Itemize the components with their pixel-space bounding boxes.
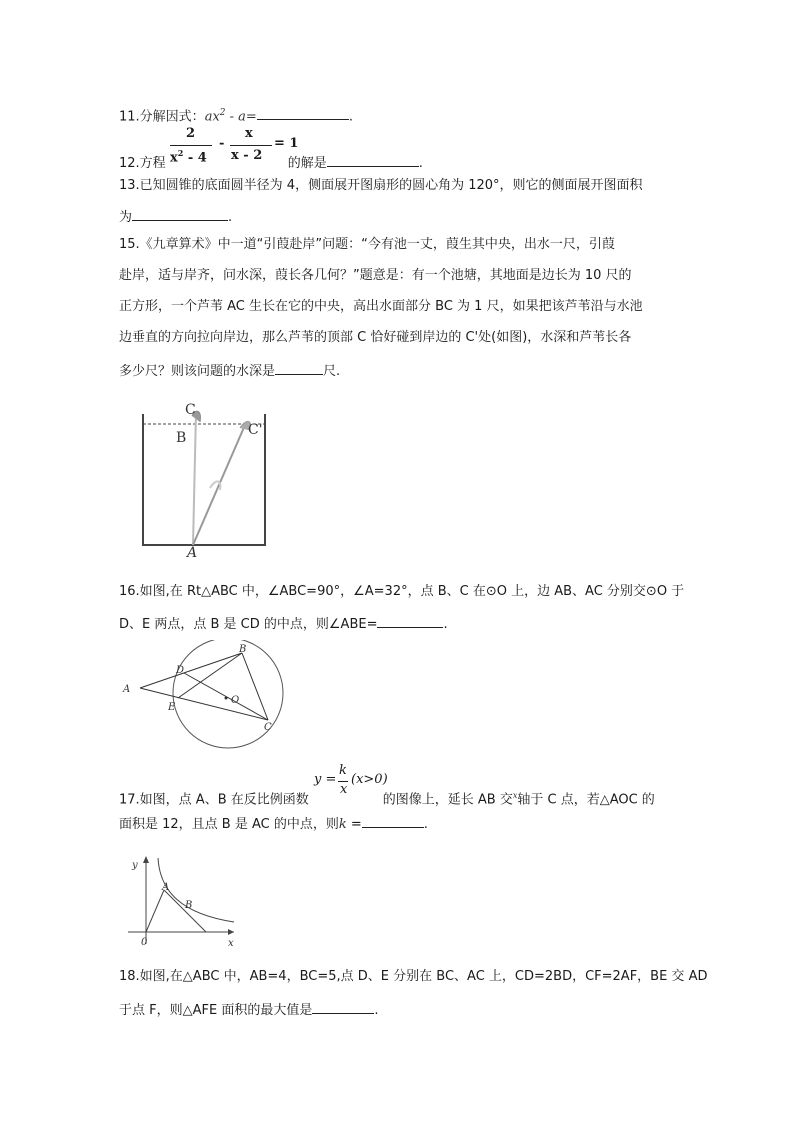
- q12-frac1-den-base: x: [170, 150, 178, 166]
- q16-answer-blank[interactable]: [377, 613, 443, 628]
- q16-end: .: [443, 617, 448, 632]
- q17-end: .: [423, 817, 428, 832]
- segment-BC: [242, 653, 268, 720]
- q15-line5: [119, 360, 340, 381]
- q13-line2: [119, 206, 232, 227]
- q12-frac2-bar: [230, 145, 272, 146]
- q13-line1: 13.已知圆锥的底面圆半径为 4，侧面展开图扇形的圆心角为 120°，则它的侧面展开图面积: [119, 178, 643, 193]
- q17-suffix: 轴于 C 点，若△AOC 的: [517, 792, 655, 808]
- q15-line3: 正方形，一个芦苇 AC 生长在它的中央，高出水面部分 BC 为 1 尺，如果把该芦苇沿与水池: [119, 299, 643, 314]
- q12-frac1-num: 2: [186, 126, 196, 141]
- q16-line2: [119, 613, 448, 634]
- q17-x: x: [512, 791, 518, 800]
- q12-answer-blank[interactable]: [327, 152, 419, 167]
- q11-prefix: 11.分解因式：: [119, 109, 205, 125]
- q12-frac2-den: x - 2: [231, 148, 263, 163]
- q18-prefix: 于点 F，则△AFE 面积的最大值是: [119, 1003, 313, 1018]
- q15-line4: 边垂直的方向拉向岸边，那么芦苇的顶部 C 恰好碰到岸边的 C'处(如图)，水深和芦苇长各: [119, 330, 632, 345]
- q17-formula-cond: (x>0): [351, 772, 388, 787]
- segment-AC: [140, 688, 268, 720]
- label-A: A: [162, 882, 170, 893]
- q16-figure: [118, 640, 293, 752]
- segment-OA: [146, 890, 164, 932]
- x-axis-arrow: [228, 929, 234, 935]
- q11-line: [119, 104, 353, 126]
- q17-k: k: [338, 817, 347, 832]
- label-E: E: [168, 702, 176, 713]
- q13-answer-blank[interactable]: [132, 206, 228, 221]
- label-x: x: [228, 938, 234, 949]
- label-origin: 0: [141, 937, 148, 948]
- q17-answer-blank[interactable]: [362, 813, 424, 828]
- q18-line2: [119, 999, 378, 1020]
- q18-answer-blank[interactable]: [312, 999, 374, 1014]
- q17-eq: =: [346, 817, 362, 832]
- center-dot: [225, 697, 228, 700]
- q15-prefix: 多少尺？则该问题的水深是: [119, 364, 276, 379]
- q15-line2: 赴岸，适与岸齐，问水深，葭长各几何？”题意是：有一个池塘，其地面是边长为 10 尺的: [119, 268, 632, 283]
- q18-end: .: [374, 1003, 379, 1018]
- q13-end: .: [228, 210, 233, 225]
- q12-frac1-bar: [170, 145, 212, 146]
- q17-formula-y: y =: [314, 772, 337, 787]
- label-B: B: [239, 644, 247, 655]
- q13-prefix: 为: [119, 210, 133, 225]
- q12-frac2-num: x: [245, 126, 253, 141]
- q11-sup: 2: [219, 108, 226, 118]
- q15-figure: [130, 398, 270, 558]
- label-B: B: [176, 430, 187, 446]
- q12-frac1-den-rest: - 4: [183, 150, 207, 166]
- label-D: D: [176, 665, 185, 676]
- q16-prefix: D、E 两点，点 B 是 CD 的中点，则∠ABE=: [119, 617, 378, 632]
- segment-AB: [140, 653, 242, 688]
- q17-prefix: 17.如图，点 A、B 在反比例函数: [119, 792, 309, 808]
- segment-AC: [164, 890, 206, 932]
- q17-line2-prefix: 面积是 12，且点 B 是 AC 的中点，则: [119, 817, 339, 832]
- q17-formula-num: k: [339, 763, 347, 778]
- q12-line: [119, 152, 423, 173]
- q12-frac1-den-sup: 2: [177, 148, 184, 158]
- label-C: C: [185, 402, 196, 418]
- q17-formula-den: x: [340, 782, 348, 797]
- q15-suffix: 尺.: [323, 364, 341, 379]
- label-y: y: [132, 860, 138, 871]
- q15-line1: 15.《九章算术》中一道“引葭赴岸”问题：“今有池一丈，葭生其中央，出水一尺，引葭: [119, 237, 615, 252]
- q17-line2: [119, 813, 428, 834]
- label-C-prime: C': [248, 422, 263, 438]
- q15-answer-blank[interactable]: [275, 360, 323, 375]
- label-C: C: [264, 722, 272, 733]
- q18-line1: 18.如图,在△ABC 中，AB=4，BC=5,点 D、E 分别在 BC、AC 上，CD=2BD，CF=2AF，BE 交 AD: [119, 969, 708, 984]
- q11-answer-blank[interactable]: [257, 105, 349, 120]
- q11-end: .: [348, 109, 353, 125]
- q12-minus: -: [219, 136, 225, 151]
- q16-line1: 16.如图,在 Rt△ABC 中，∠ABC=90°，∠A=32°，点 B、C 在⊙O 上，边 AB、AC 分别交⊙O 于: [119, 584, 685, 599]
- hyperbola: [158, 858, 234, 922]
- q17-figure: [122, 852, 244, 950]
- pond-top-mask: [141, 408, 267, 414]
- label-A: A: [123, 684, 131, 695]
- q11-expr-a: ax: [204, 109, 220, 125]
- q17-line1: [119, 787, 655, 809]
- q12-eq: = 1: [274, 136, 299, 151]
- pond-outline: [143, 411, 265, 545]
- reed-pulled: [193, 425, 245, 545]
- label-O: O: [231, 695, 240, 706]
- label-A: A: [187, 545, 198, 558]
- label-B: B: [185, 900, 193, 911]
- q12-prefix: 12.方程: [119, 156, 166, 171]
- q11-expr-b: - a=: [225, 109, 257, 125]
- q12-suffix: 的解是: [287, 156, 327, 171]
- q17-mid: 的图像上，延长 AB 交: [382, 792, 513, 808]
- reed-vertical: [193, 412, 196, 545]
- y-axis-arrow: [143, 856, 149, 863]
- q12-end: .: [418, 156, 423, 171]
